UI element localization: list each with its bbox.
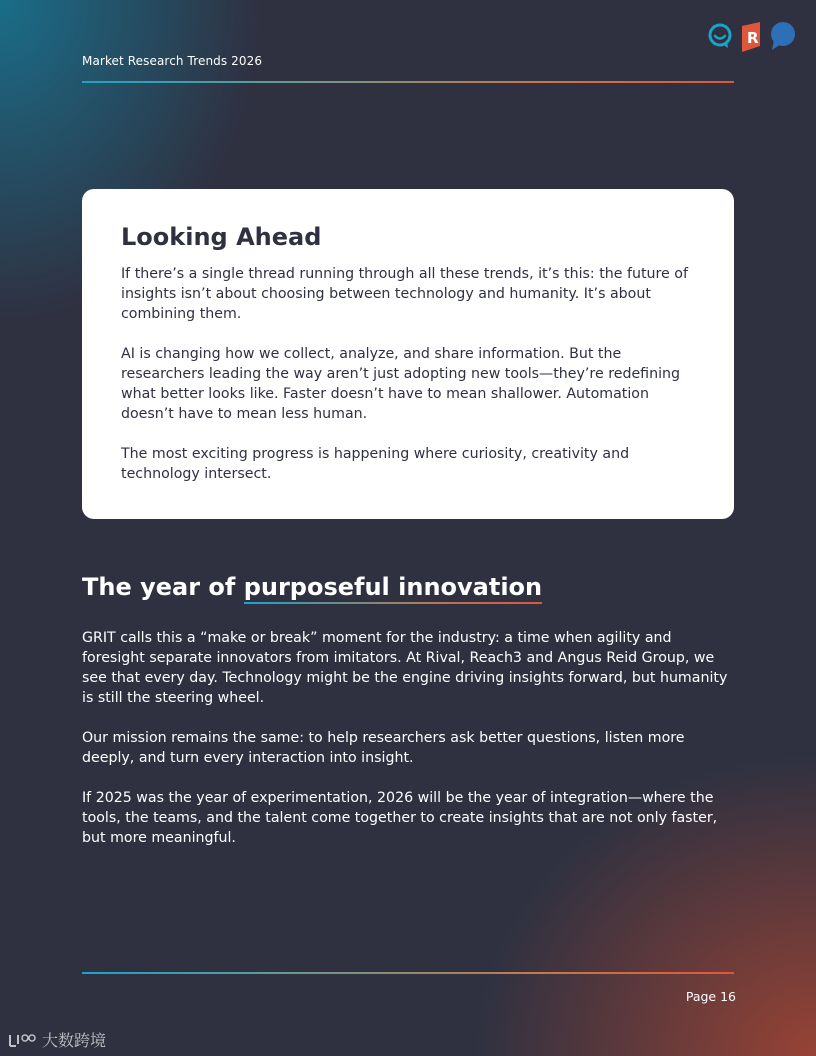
section-title-highlight: purposeful innovation bbox=[243, 573, 543, 601]
watermark-logo-icon bbox=[8, 1032, 38, 1048]
card-paragraph: AI is changing how we collect, analyze, and share information. But the researchers leading the way aren’t just adopting new tools—they’re redefining what better looks like. Faster doesn’t have to mean shallower. Automation doesn’t have to mean less human. bbox=[121, 346, 681, 422]
watermark-text: 大数跨境 bbox=[42, 1031, 107, 1050]
document-header-title: Market Research Trends 2026 bbox=[82, 54, 263, 68]
section-title bbox=[82, 573, 542, 603]
body-paragraph: If 2025 was the year of experimentation, 2026 will be the year of integration—where the tools, the teams, and the talent come together to create insights that are not only faster, but more meaningful. bbox=[82, 790, 718, 846]
reach3-logo bbox=[742, 22, 760, 52]
body-paragraph: Our mission remains the same: to help researchers ask better questions, listen more deeply, and turn every interaction into insight. bbox=[82, 730, 685, 766]
header-divider bbox=[82, 81, 734, 83]
looking-ahead-card bbox=[82, 189, 734, 519]
section-body bbox=[82, 628, 734, 868]
rival-logo bbox=[710, 25, 730, 48]
card-paragraph: If there’s a single thread running through all these trends, it’s this: the future of insights isn’t about choosing between technology and humanity. It’s about combining them. bbox=[121, 266, 688, 322]
angus-reid-logo bbox=[771, 22, 795, 50]
card-paragraph: The most exciting progress is happening where curiosity, creativity and technology intersect. bbox=[121, 446, 630, 482]
page-number: Page 16 bbox=[685, 989, 736, 1004]
body-paragraph: GRIT calls this a “make or break” moment for the industry: a time when agility and foresight separate innovators from imitators. At Rival, Reach3 and Angus Reid Group, we see that every day. Technology might be the engine driving insights forward, but humanity is still the steering wheel. bbox=[82, 630, 728, 706]
partner-logos bbox=[706, 20, 798, 54]
footer-divider bbox=[82, 972, 734, 974]
reach3-letter: R bbox=[747, 29, 759, 47]
watermark bbox=[8, 1028, 106, 1051]
section-title-prefix: The year of bbox=[82, 573, 244, 601]
card-title: Looking Ahead bbox=[121, 223, 322, 251]
